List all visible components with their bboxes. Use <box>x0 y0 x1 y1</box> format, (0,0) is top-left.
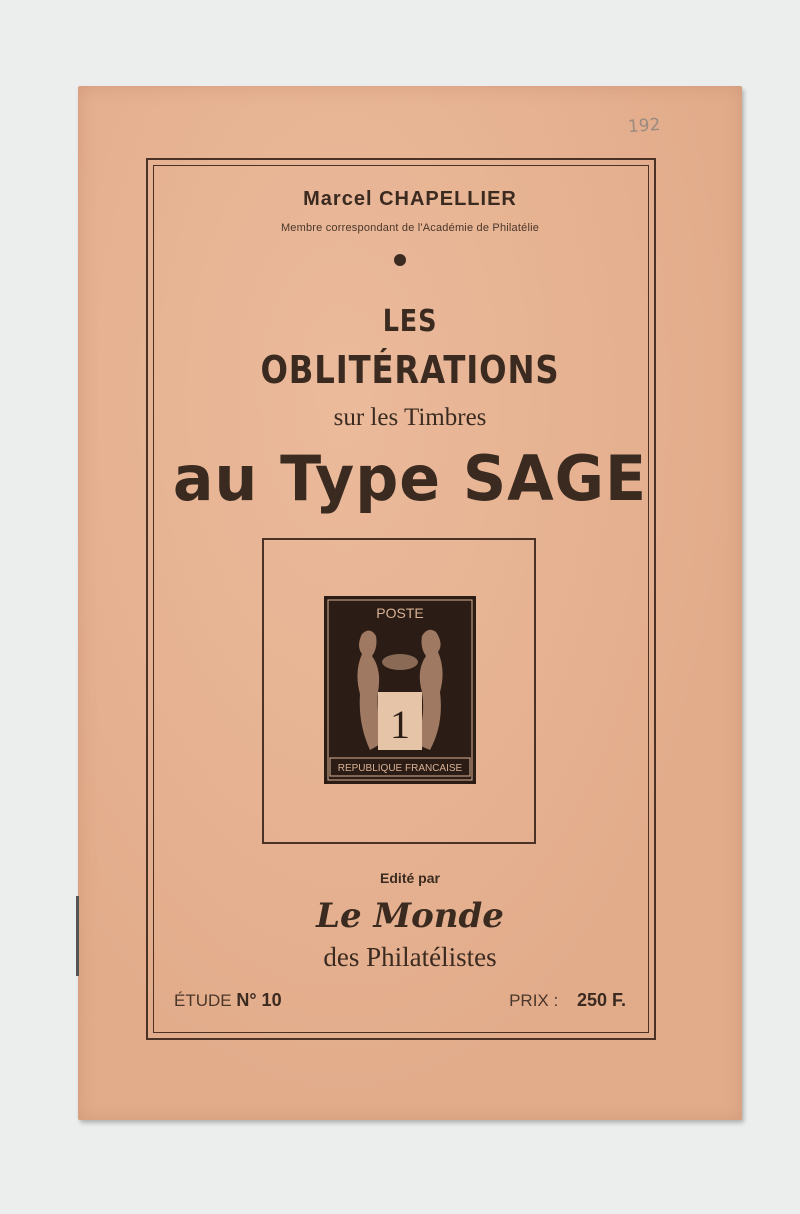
etude-value: N° 10 <box>236 990 282 1010</box>
price-label: PRIX : <box>509 991 559 1010</box>
publisher-name: Le Monde <box>316 896 504 936</box>
title-line-3: sur les Timbres <box>333 404 487 431</box>
author-name: Marcel CHAPELLIER <box>303 188 517 210</box>
dot-ornament <box>394 254 406 266</box>
title-line-4: au Type SAGE <box>172 442 648 515</box>
handwritten-note: 192 <box>626 114 661 138</box>
stamp-value: 1 <box>390 702 410 747</box>
stamp-box <box>262 538 536 844</box>
price <box>509 990 626 1011</box>
stamp-bottom-text: REPUBLIQUE FRANCAISE <box>337 763 463 774</box>
stamp-top-text: POSTE <box>376 605 424 621</box>
price-value: 250 F. <box>576 990 626 1010</box>
title-line-1: LES <box>382 304 438 339</box>
publisher-subtitle: des Philatélistes <box>323 942 497 972</box>
stamp-illustration <box>324 596 476 784</box>
title-line-2: OBLITÉRATIONS <box>260 348 560 392</box>
etude-label: ÉTUDE <box>174 991 232 1010</box>
author-subtitle: Membre correspondant de l'Académie de Philatélie <box>280 222 540 234</box>
etude-number <box>174 990 282 1011</box>
sage-stamp-image <box>324 596 476 784</box>
booklet-cover <box>78 86 742 1120</box>
edited-by-label: Edité par <box>380 870 440 886</box>
